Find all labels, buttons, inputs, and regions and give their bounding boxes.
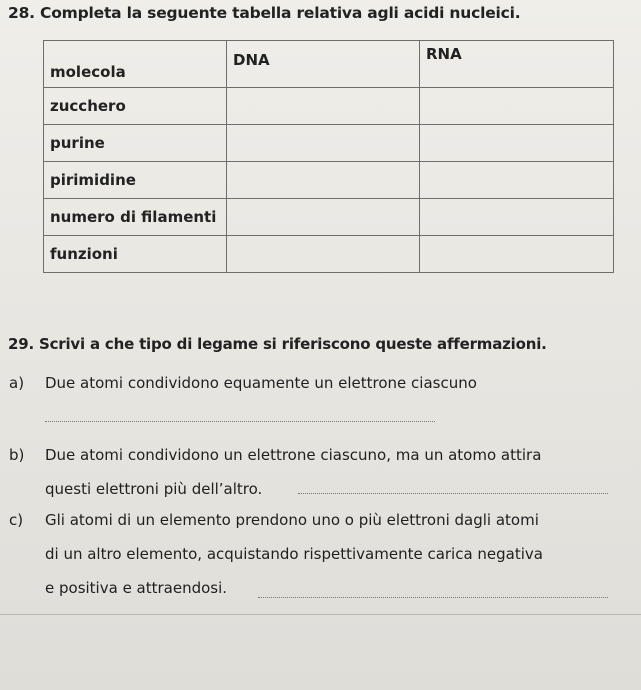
answer-line-b[interactable] [298,493,608,494]
header-molecola: molecola [44,41,227,88]
table-header-row [44,41,614,88]
rna-cell[interactable] [420,199,614,236]
statement-text: Due atomi condividono un elettrone ciascuno, ma un atomo attira [45,446,542,464]
row-label: funzioni [44,236,227,273]
nucleic-acids-table [43,40,614,273]
dna-cell[interactable] [227,162,420,199]
row-label: pirimidine [44,162,227,199]
dna-cell[interactable] [227,236,420,273]
statement-label: b) [9,446,25,464]
row-label: numero di filamenti [44,199,227,236]
rna-cell[interactable] [420,125,614,162]
dna-cell[interactable] [227,199,420,236]
header-dna: DNA [227,41,420,88]
rna-cell[interactable] [420,162,614,199]
rna-cell[interactable] [420,88,614,125]
row-label: zucchero [44,88,227,125]
statement-label: c) [9,511,24,529]
statement-text: questi elettroni più dell’altro. [45,480,263,498]
question-29-title: 29. Scrivi a che tipo di legame si riferiscono queste affermazioni. [8,335,547,353]
statement-text: e positiva e attraendosi. [45,579,228,597]
statement-text: Gli atomi di un elemento prendono uno o più elettroni dagli atomi [45,511,539,529]
question-28-title: 28. Completa la seguente tabella relativa agli acidi nucleici. [8,4,521,22]
dna-cell[interactable] [227,88,420,125]
table-row [44,199,614,236]
statement-text: di un altro elemento, acquistando rispettivamente carica negativa [45,545,543,563]
statement-text: Due atomi condividono equamente un elettrone ciascuno [45,374,477,392]
statement-c [9,508,629,598]
table-row [44,125,614,162]
header-rna: RNA [420,41,614,88]
statement-a [9,371,629,401]
table-row [44,162,614,199]
dna-cell[interactable] [227,125,420,162]
answer-line-a[interactable] [45,421,435,422]
answer-line-c[interactable] [258,597,608,598]
rna-cell[interactable] [420,236,614,273]
divider [0,614,641,615]
row-label: purine [44,125,227,162]
statement-label: a) [9,374,25,392]
table-row [44,88,614,125]
statement-b [9,443,629,503]
table-row [44,236,614,273]
